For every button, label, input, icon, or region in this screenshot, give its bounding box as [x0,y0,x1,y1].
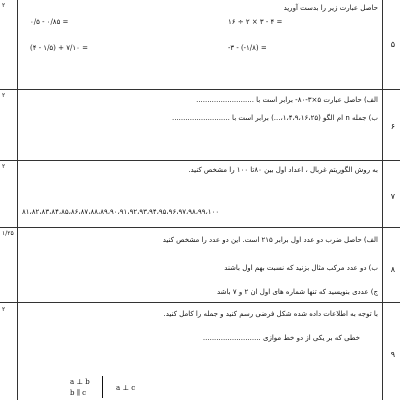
q5-expression-4: -۳ - (-۱/۸) = [228,44,267,52]
q9-result: a ⊥ c [116,384,136,392]
q7-number-sequence: ۸۱،۸۲،۸۳،۸۴،۸۵،۸۶،۸۷،۸۸،۸۹،۹۰،۹۱،۹۲،۹۳،۹۴،۹۵،۹۶،۹۷،۹۸،۹۹،۱۰۰ [22,208,220,216]
q8-part-c: ج) عددی بنویسید که تنها شماره های اول ان ۲ و ۷ باشد [216,288,378,296]
score-8: ۱/۲۵ [2,230,14,237]
score-column [0,0,18,400]
divider-8-9 [0,302,400,303]
q9-sub-statement: خطی که بر یکی از دو خط موازی .......................... [202,334,360,342]
score-5: ۲ [2,2,6,9]
question-number-5: ۵ [390,40,395,49]
question-number-9: ۹ [390,350,395,359]
score-6: ۲ [2,92,6,99]
q5-instruction: حاصل عبارت زیر را بدست آورید [283,4,378,12]
q8-part-a: الف) حاصل ضرب دو عدد اول برابر ۲۱۵ است. این دو عدد را مشخص کنید [162,236,378,244]
q9-instruction: با توجه به اطلاعات داده شده شکل فرضی رسم کنید و جمله را کامل کنید. [163,310,378,318]
divider-6-7 [0,160,400,161]
score-7: ۲ [2,163,6,170]
question-number-7: ۷ [390,192,395,201]
q5-expression-1: ۰/۵ - ۰/۸۵ = [30,18,69,26]
q6-part-b: ب) جمله n ام الگو (۱،۴،۹،۱۶،۲۵،...) برابر است با .......................... [171,114,378,122]
score-9: ۲ [2,306,6,313]
q9-given-2: b ∥ c [70,389,87,397]
q9-implication-bar [102,376,103,398]
q9-given-1: a ⊥ b [70,378,90,386]
question-number-8: ۸ [390,265,395,274]
q5-expression-2: ۱۶ ÷ ۲ × ۳ - ۴ = [228,18,283,26]
q8-part-b: ب) دو عدد مرکب مثال بزنید که نسبت بهم اول باشند [224,264,378,272]
q7-instruction: به روش الگوریتم غربال ، اعداد اول بین ۸۰تا ۱۰۰ را مشخص کنید. [188,166,378,174]
q5-expression-3: (۴ - ۱/۵) + ۷/۱۰ = [30,44,88,52]
divider-7-8 [0,227,400,228]
question-number-6: ۶ [390,122,395,131]
divider-5-6 [0,89,400,90]
q6-part-a: الف) حاصل عبارت ۵×۳-۸۰- برابر است با .......................... [196,96,378,104]
